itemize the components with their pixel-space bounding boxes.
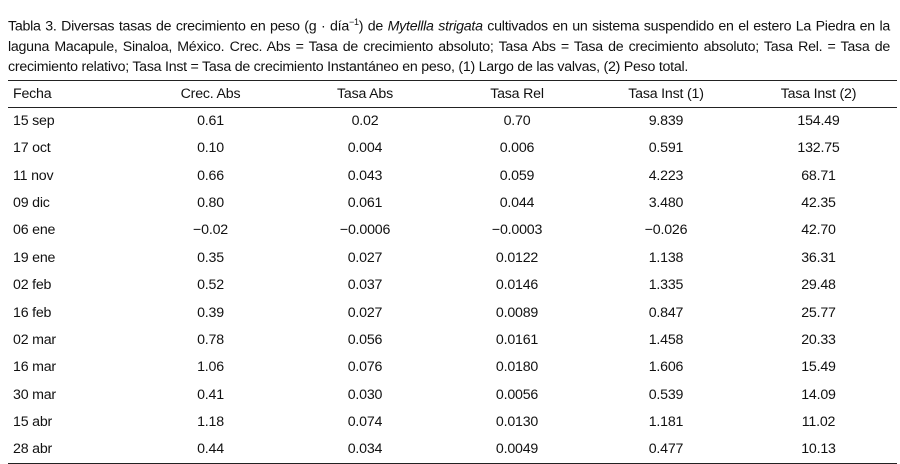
cell-tasa-abs: 0.034 [347,441,383,458]
cell-tasa-inst-1: 0.477 [648,441,684,458]
cell-crec-abs: 0.78 [197,332,224,349]
cell-tasa-inst-2: 25.77 [801,304,836,321]
header-crec-abs: Crec. Abs [180,85,241,102]
cell-tasa-abs: −0.0006 [339,222,391,239]
caption-text-3: cultivados en un sistema suspendido en el estero La Piedra en la laguna Macapule, Sinaloa, México. Crec. Abs = Tasa de crecimiento absoluto; Tasa Abs = Tasa de crecimiento absoluto; Tasa Rel. = Tasa de crecimiento relativo; Tasa Inst = Tasa de crecimiento Instantáneo en peso, (1) Largo de las valvas, (2) Peso total. [8,18,891,75]
cell-tasa-inst-1: 0.591 [648,140,684,157]
cell-tasa-inst-1: 1.606 [648,359,684,376]
cell-tasa-rel: 0.0056 [495,386,539,403]
cell-fecha: 19 ene [13,249,56,266]
table-row [8,107,897,134]
cell-tasa-inst-1: 1.458 [648,332,684,349]
cell-crec-abs: 0.10 [197,140,224,157]
caption-species: Mytellla strigata [387,18,483,35]
cell-crec-abs: 0.44 [197,441,224,458]
header-fecha: Fecha [13,85,52,102]
cell-tasa-rel: 0.0130 [495,414,539,431]
cell-tasa-rel: 0.0146 [495,277,539,294]
cell-crec-abs: 1.06 [197,359,224,376]
growth-rate-table [8,80,897,464]
cell-fecha: 11 nov [13,167,54,184]
cell-tasa-inst-2: 11.02 [801,414,836,431]
table-row [8,354,897,381]
cell-fecha: 16 mar [13,359,56,376]
cell-tasa-inst-2: 132.75 [797,140,840,157]
cell-tasa-abs: 0.061 [347,195,383,212]
cell-tasa-rel: 0.006 [499,140,535,157]
table-row [8,135,897,162]
cell-crec-abs: 0.35 [197,249,224,266]
cell-tasa-inst-1: 1.138 [648,249,684,266]
table-row [8,436,897,463]
cell-tasa-rel: 0.0122 [495,249,539,266]
table-caption [8,12,890,77]
cell-tasa-abs: 0.027 [347,304,383,321]
cell-tasa-inst-2: 29.48 [801,277,836,294]
table-row [8,326,897,353]
cell-tasa-abs: 0.027 [347,249,383,266]
cell-tasa-inst-1: 9.839 [648,113,684,130]
cell-tasa-inst-1: 1.335 [648,277,684,294]
cell-fecha: 30 mar [13,386,56,403]
cell-crec-abs: 0.61 [197,113,224,130]
cell-tasa-inst-1: −0.026 [644,222,688,239]
cell-tasa-inst-2: 154.49 [797,113,840,130]
table-row [8,189,897,216]
cell-tasa-inst-1: 1.181 [648,414,684,431]
cell-tasa-abs: 0.037 [347,277,383,294]
cell-tasa-rel: 0.0161 [495,332,539,349]
header-tasa-rel: Tasa Rel [490,85,544,102]
cell-tasa-abs: 0.030 [347,386,383,403]
cell-tasa-inst-1: 0.539 [648,386,684,403]
cell-tasa-inst-2: 10.13 [801,441,836,458]
cell-fecha: 15 sep [13,113,55,130]
cell-tasa-inst-2: 42.70 [801,222,836,239]
cell-crec-abs: 0.80 [197,195,224,212]
cell-tasa-rel: 0.0089 [495,304,539,321]
table-header-row [8,80,897,107]
cell-tasa-abs: 0.074 [347,414,383,431]
table-row [8,272,897,299]
cell-crec-abs: 0.66 [197,167,224,184]
header-tasa-inst-1: Tasa Inst (1) [628,85,704,102]
cell-tasa-inst-1: 0.847 [648,304,684,321]
cell-tasa-inst-2: 36.31 [801,249,836,266]
cell-fecha: 15 abr [13,414,53,431]
header-tasa-abs: Tasa Abs [337,85,393,102]
cell-tasa-abs: 0.076 [347,359,383,376]
cell-fecha: 02 feb [13,277,52,294]
cell-tasa-rel: 0.0049 [495,441,539,458]
cell-tasa-inst-1: 4.223 [648,167,684,184]
cell-tasa-inst-2: 20.33 [801,332,836,349]
table-row [8,244,897,271]
cell-crec-abs: −0.02 [193,222,228,239]
table-row [8,409,897,436]
cell-tasa-rel: 0.70 [503,113,531,130]
cell-tasa-inst-2: 68.71 [801,167,836,184]
cell-tasa-rel: −0.0003 [491,222,543,239]
cell-tasa-inst-2: 14.09 [801,386,836,403]
table-row [8,217,897,244]
caption-text-1: Tabla 3. Diversas tasas de crecimiento en peso (g · día [8,18,349,35]
cell-tasa-inst-1: 3.480 [648,195,684,212]
caption-superscript: −1 [348,17,359,27]
cell-fecha: 28 abr [13,441,53,458]
cell-tasa-rel: 0.0180 [495,359,539,376]
header-tasa-inst-2: Tasa Inst (2) [780,85,857,102]
cell-fecha: 09 dic [13,195,50,212]
cell-tasa-abs: 0.043 [347,167,383,184]
cell-tasa-abs: 0.004 [347,140,383,157]
table-row [8,162,897,189]
cell-tasa-abs: 0.02 [351,113,379,130]
cell-crec-abs: 0.52 [197,277,224,294]
table-row [8,381,897,408]
caption-text-2: ) de [358,18,388,35]
table-body [8,107,897,463]
cell-crec-abs: 1.18 [197,414,224,431]
cell-crec-abs: 0.41 [197,386,224,403]
cell-tasa-inst-2: 42.35 [801,195,836,212]
cell-tasa-abs: 0.056 [347,332,383,349]
table-row [8,299,897,326]
cell-crec-abs: 0.39 [197,304,224,321]
cell-tasa-inst-2: 15.49 [801,359,836,376]
cell-fecha: 06 ene [13,222,56,239]
cell-tasa-rel: 0.059 [499,167,535,184]
cell-fecha: 02 mar [13,332,56,349]
cell-tasa-rel: 0.044 [499,195,535,212]
cell-fecha: 16 feb [13,304,52,321]
cell-fecha: 17 oct [13,140,51,157]
